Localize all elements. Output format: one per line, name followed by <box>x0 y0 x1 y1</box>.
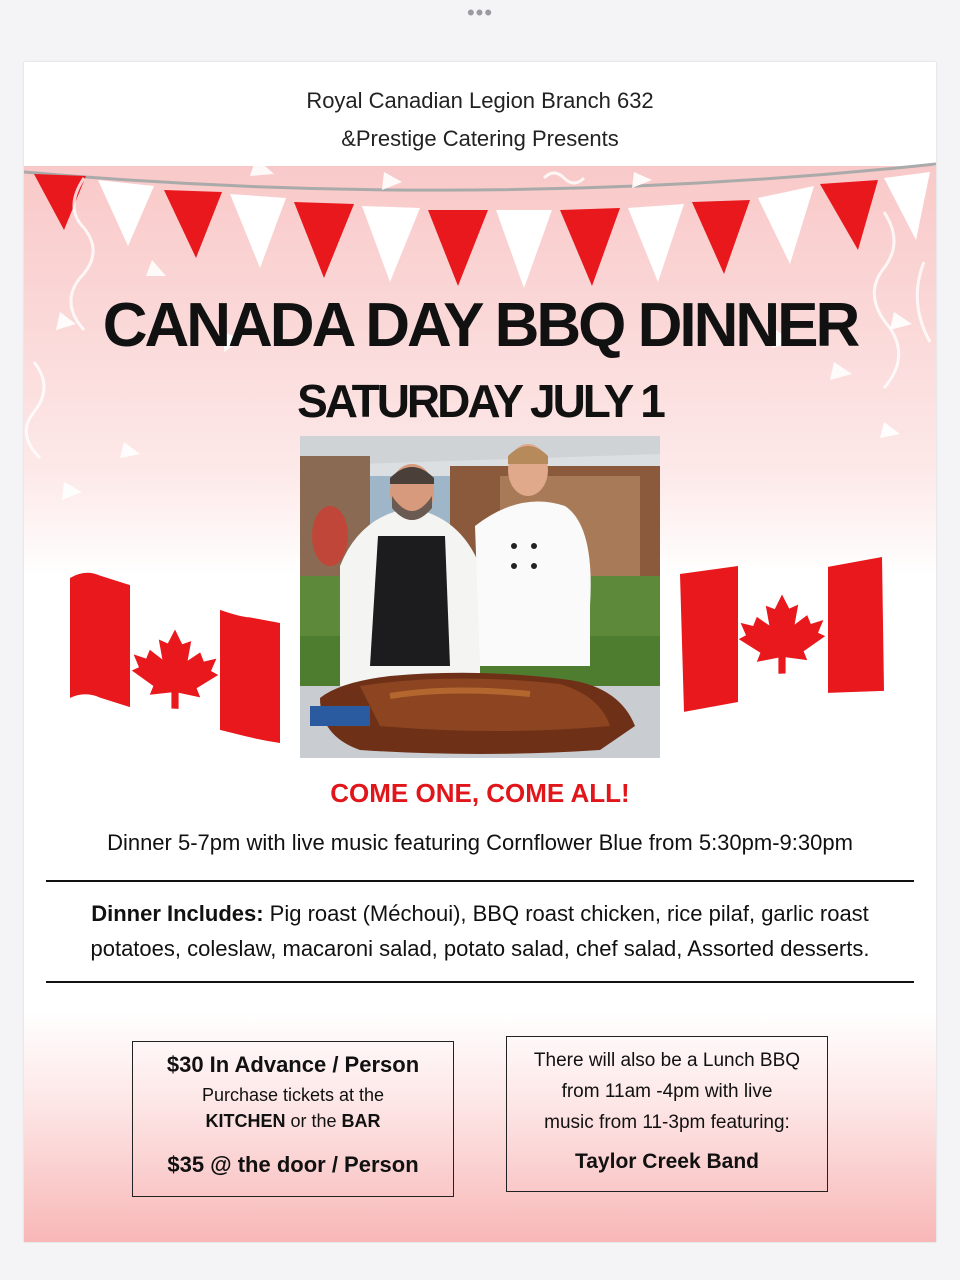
lunch-info-box <box>506 1036 828 1192</box>
presenter-line-1: Royal Canadian Legion Branch 632 <box>306 88 654 113</box>
dinner-schedule: Dinner 5-7pm with live music featuring Cornflower Blue from 5:30pm-9:30pm <box>107 830 853 855</box>
lunch-line-1: There will also be a Lunch BBQ <box>533 1050 801 1071</box>
kitchen-label: KITCHEN <box>205 1111 286 1131</box>
purchase-info: Purchase tickets at the <box>201 1085 385 1105</box>
advance-price: $30 In Advance / Person <box>166 1052 420 1077</box>
tagline: COME ONE, COME ALL! <box>330 778 630 808</box>
chefs-photo <box>300 436 660 758</box>
menu-dots-icon[interactable]: ••• <box>466 0 494 25</box>
includes-label: Dinner Includes: <box>91 901 264 926</box>
event-date: SATURDAY JULY 1 <box>297 375 663 427</box>
divider-bottom <box>46 981 914 983</box>
bar-label: BAR <box>341 1111 381 1131</box>
divider-top <box>46 880 914 882</box>
ticket-price-box <box>132 1041 454 1197</box>
event-title: CANADA DAY BBQ DINNER <box>102 291 858 360</box>
or-the-text: or the <box>285 1111 342 1131</box>
door-price: $35 @ the door / Person <box>167 1152 419 1177</box>
purchase-locations <box>133 1108 453 1134</box>
includes-text: Pig roast (Méchoui), BBQ roast chicken, rice pilaf, garlic roast potatoes, coleslaw, macaroni salad, potato salad, chef salad, Assorted desserts. <box>90 901 870 961</box>
dinner-includes <box>44 896 916 966</box>
lunch-band: Taylor Creek Band <box>574 1150 759 1173</box>
presenter-line-2: &Prestige Catering Presents <box>341 126 619 151</box>
event-poster <box>24 62 936 1242</box>
lunch-line-3: music from 11-3pm featuring: <box>544 1112 790 1133</box>
lunch-line-2: from 11am -4pm with live <box>561 1081 773 1102</box>
